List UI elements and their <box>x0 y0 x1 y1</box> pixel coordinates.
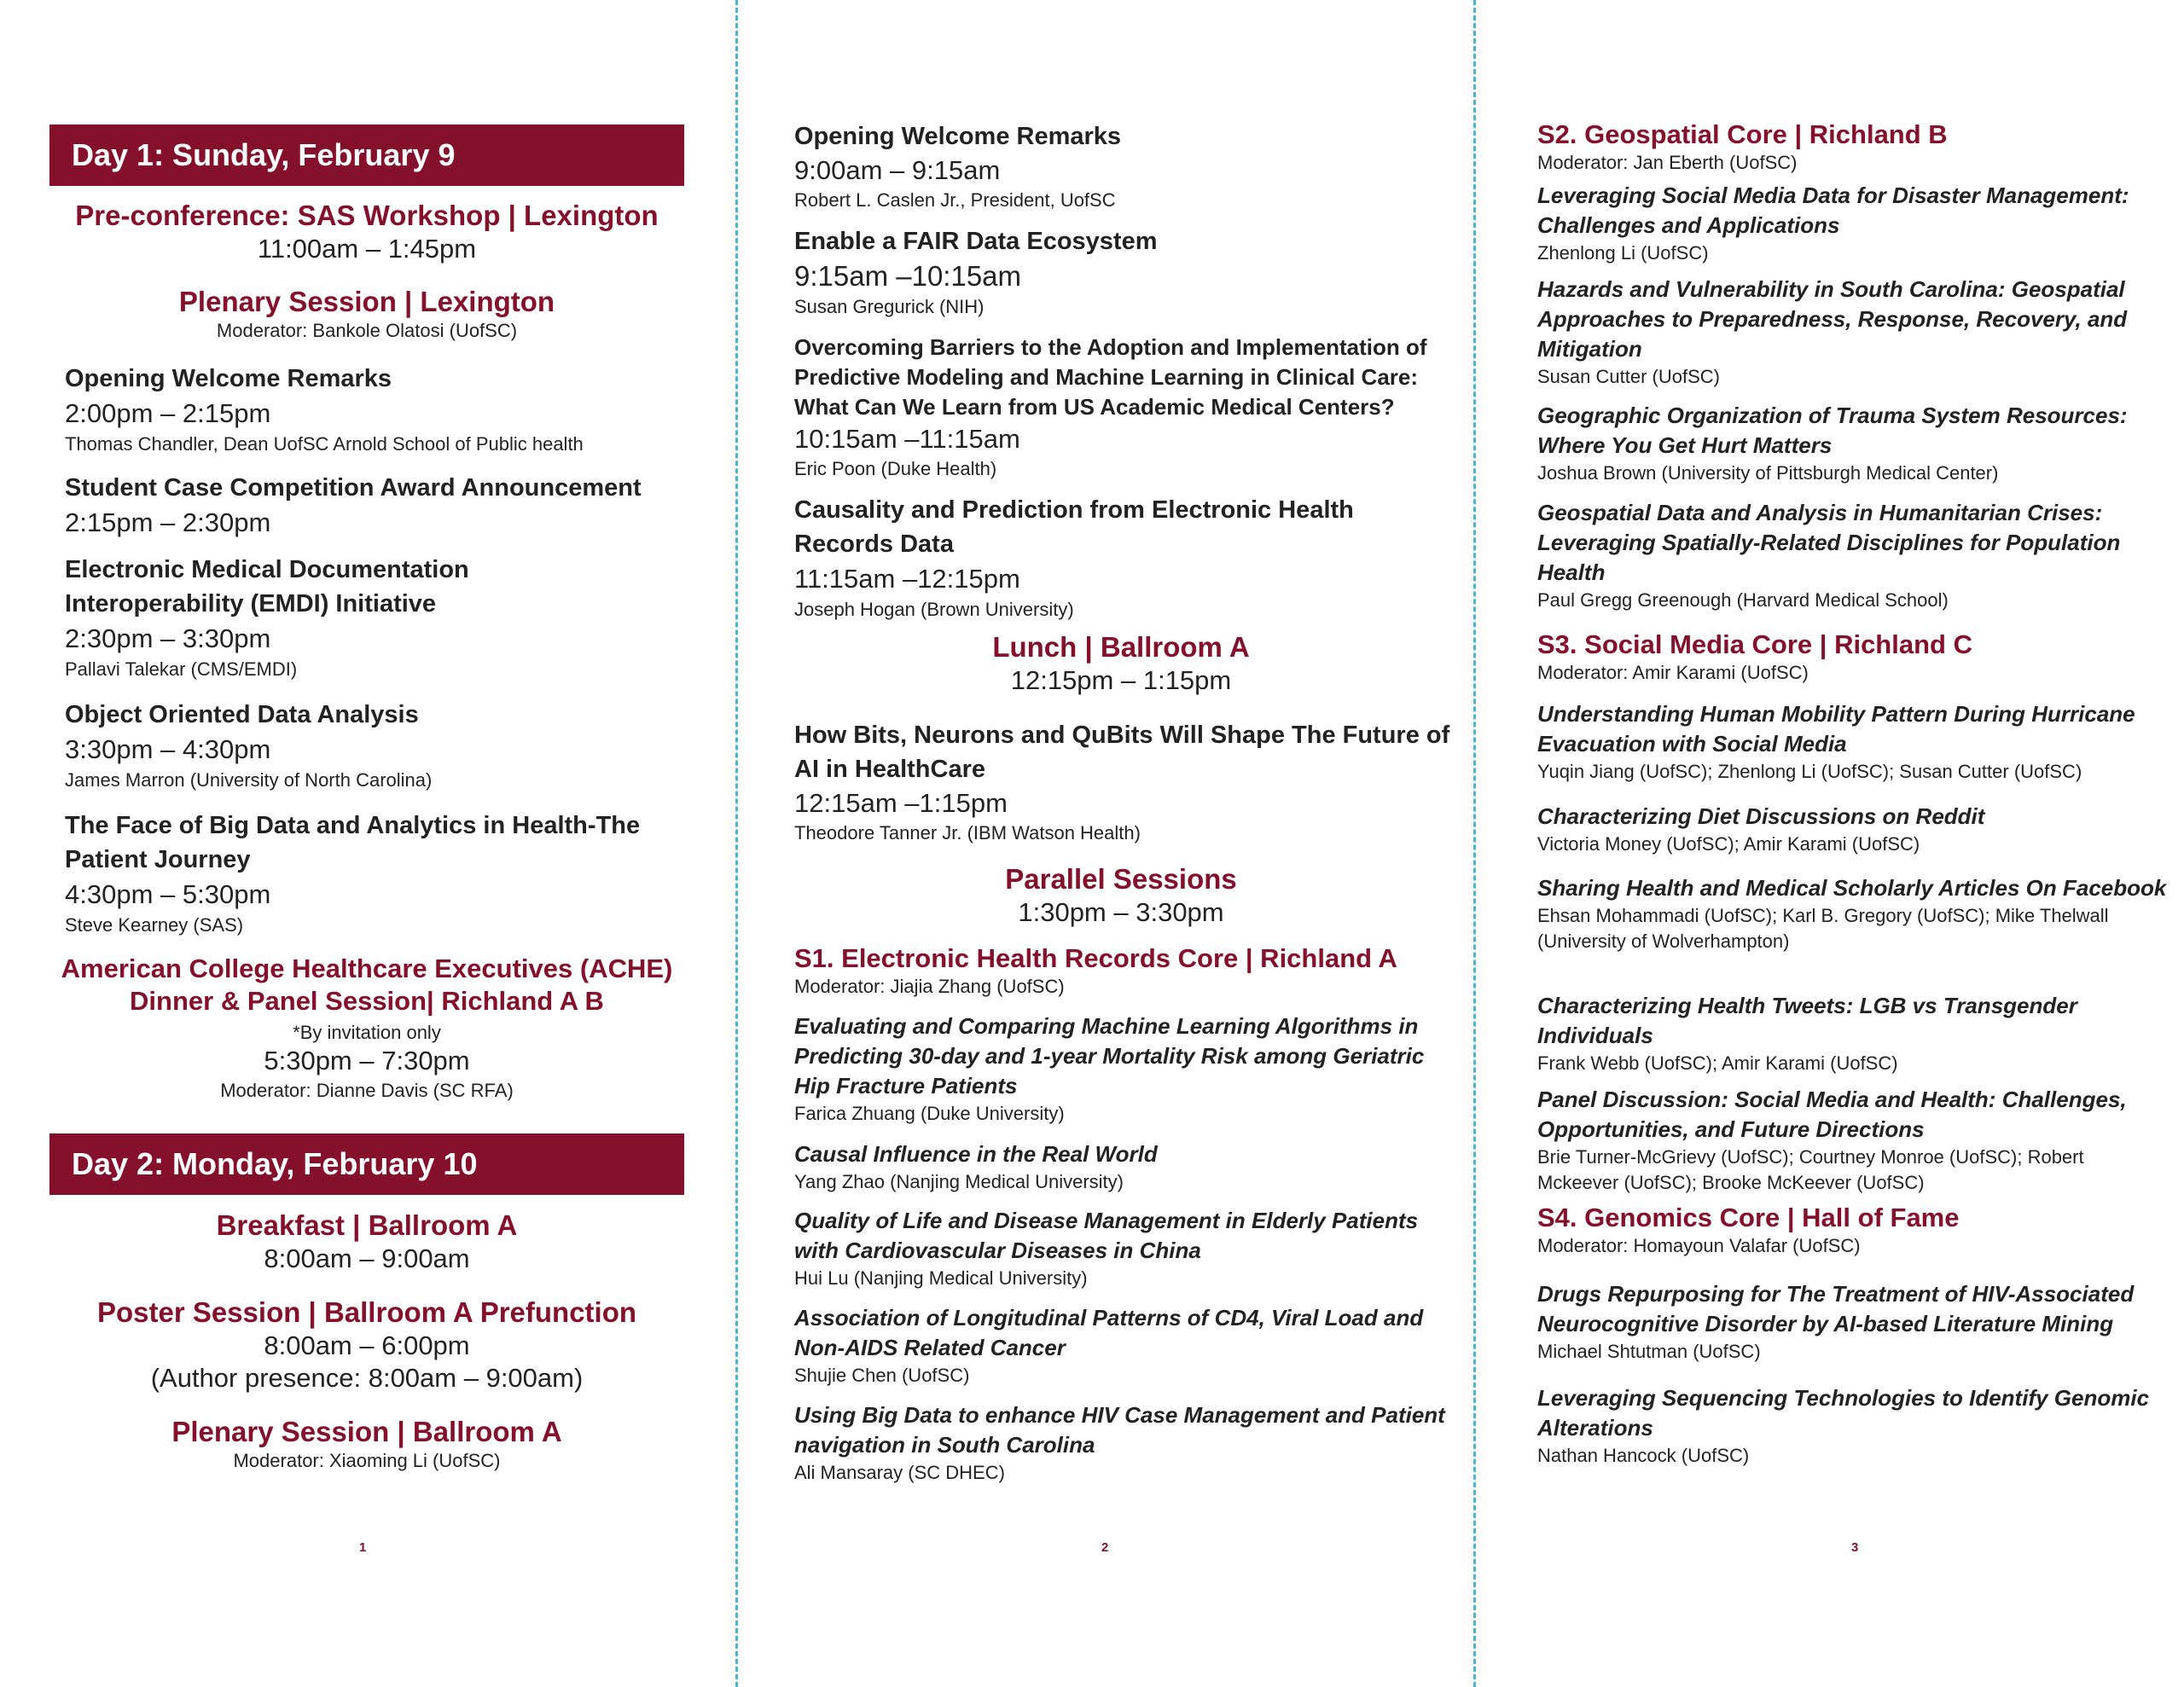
talk-speaker: Frank Webb (UofSC); Amir Karami (UofSC) <box>1537 1052 1898 1074</box>
item-time: 9:00am – 9:15am <box>794 155 1001 185</box>
item-title: The Face of Big Data and Analytics in Health-The Patient Journey <box>65 812 641 873</box>
session-heading: S4. Genomics Core | Hall of Fame <box>1537 1203 1960 1232</box>
pre-conference-block <box>49 200 684 264</box>
talk-speaker: Susan Cutter (UofSC) <box>1537 366 1720 387</box>
item-title: Causality and Prediction from Electronic Health Records Data <box>794 496 1354 558</box>
plenary-moderator: Moderator: Bankole Olatosi (UofSC) <box>216 320 518 341</box>
plenary-session-1 <box>49 286 684 342</box>
talk-title: Sharing Health and Medical Scholarly Articles On Facebook <box>1537 875 2167 901</box>
talk-speaker: Ali Mansaray (SC DHEC) <box>794 1462 1005 1483</box>
item-time: 2:00pm – 2:15pm <box>65 398 271 428</box>
plenary-heading: Plenary Session | Lexington <box>178 286 555 317</box>
item-title: Object Oriented Data Analysis <box>65 701 419 728</box>
poster-heading: Poster Session | Ballroom A Prefunction <box>96 1296 637 1328</box>
item-speaker: Joseph Hogan (Brown University) <box>794 599 1074 620</box>
talk <box>1537 1279 2169 1365</box>
item-time: 2:30pm – 3:30pm <box>65 623 271 653</box>
page-2 <box>738 0 1473 1687</box>
session-s3 <box>1537 629 2169 684</box>
item-title: Opening Welcome Remarks <box>65 365 392 392</box>
item-title: How Bits, Neurons and QuBits Will Shape The Future of AI in HealthCare <box>794 722 1450 783</box>
plenary-session-2 <box>49 1416 684 1472</box>
item-time: 10:15am –11:15am <box>794 424 1020 454</box>
item-speaker: Eric Poon (Duke Health) <box>794 458 997 479</box>
talk-speaker: Farica Zhuang (Duke University) <box>794 1103 1065 1124</box>
session-heading: S2. Geospatial Core | Richland B <box>1537 119 1948 149</box>
talk-title: Causal Influence in the Real World <box>794 1141 1158 1167</box>
breakfast-block <box>49 1209 684 1274</box>
agenda-item <box>794 333 1460 482</box>
talk-title: Drugs Repurposing for The Treatment of HIV-Associated Neurocognitive Disorder by AI-based Literature Mining <box>1537 1281 2135 1336</box>
breakfast-time: 8:00am – 9:00am <box>264 1244 470 1273</box>
talk-title: Geographic Organization of Trauma System Resources: Where You Get Hurt Matters <box>1537 403 2128 458</box>
item-speaker: James Marron (University of North Carolina) <box>65 769 433 791</box>
talk-title: Geospatial Data and Analysis in Humanitarian Crises: Leveraging Spatially-Related Disciplines for Population Health <box>1537 500 2121 585</box>
talk-title: Understanding Human Mobility Pattern During Hurricane Evacuation with Social Media <box>1537 701 2135 757</box>
talk-speaker: Michael Shtutman (UofSC) <box>1537 1341 1761 1362</box>
talk-speaker: Hui Lu (Nanjing Medical University) <box>794 1267 1088 1289</box>
talk-title: Leveraging Sequencing Technologies to Identify Genomic Alterations <box>1537 1385 2150 1441</box>
talk <box>1537 1383 2169 1469</box>
plenary-heading: Plenary Session | Ballroom A <box>171 1416 562 1447</box>
lunch-block <box>794 631 1448 696</box>
talk-title: Hazards and Vulnerability in South Carolina: Geospatial Approaches to Preparedness, Response, Recovery, and Mitigation <box>1537 276 2128 362</box>
talk <box>1537 802 2169 857</box>
talk <box>1537 991 2169 1076</box>
agenda-item <box>65 553 543 682</box>
page-number: 2 <box>1101 1540 1109 1555</box>
talk <box>794 1012 1460 1127</box>
item-speaker: Thomas Chandler, Dean UofSC Arnold School of Public health <box>65 433 584 455</box>
ache-subheading: Dinner & Panel Session| Richland A B <box>130 986 604 1016</box>
ache-note: *By invitation only <box>293 1022 441 1043</box>
session-s4 <box>1537 1203 2169 1257</box>
item-speaker: Susan Gregurick (NIH) <box>794 296 985 317</box>
page-1 <box>0 0 735 1687</box>
item-time: 4:30pm – 5:30pm <box>65 879 271 909</box>
item-title: Electronic Medical Documentation Interoperability (EMDI) Initiative <box>65 556 469 617</box>
talk <box>794 1139 1460 1195</box>
parallel-time: 1:30pm – 3:30pm <box>1018 897 1224 927</box>
talk-speaker: Nathan Hancock (UofSC) <box>1537 1445 1750 1466</box>
talk-title: Characterizing Health Tweets: LGB vs Transgender Individuals <box>1537 993 2077 1048</box>
day-2-banner: Day 2: Monday, February 10 <box>49 1133 684 1195</box>
talk-title: Association of Longitudinal Patterns of CD4, Viral Load and Non-AIDS Related Cancer <box>794 1305 1424 1360</box>
talk <box>1537 275 2169 390</box>
talk-speaker: Zhenlong Li (UofSC) <box>1537 242 1709 264</box>
pre-conference-heading: Pre-conference: SAS Workshop | Lexington <box>75 200 659 231</box>
item-title: Opening Welcome Remarks <box>794 123 1122 150</box>
session-s1 <box>794 943 1460 998</box>
page-number: 1 <box>359 1540 367 1555</box>
lunch-time: 12:15pm – 1:15pm <box>1010 665 1232 695</box>
item-time: 12:15am –1:15pm <box>794 788 1008 818</box>
talk <box>794 1400 1460 1486</box>
talk-speaker: Brie Turner-McGrievy (UofSC); Courtney Monroe (UofSC); Robert Mckeever (UofSC); Brooke McKeever (UofSC) <box>1537 1146 2084 1193</box>
agenda-item <box>65 362 679 457</box>
talk <box>1537 873 2169 954</box>
item-title: Overcoming Barriers to the Adoption and Implementation of Predictive Modeling and Machine Learning in Clinical Care: What Can We Learn from US Academic Medical Centers? <box>794 334 1427 420</box>
agenda-item <box>794 119 1451 213</box>
agenda-item <box>794 224 1451 320</box>
ache-moderator: Moderator: Dianne Davis (SC RFA) <box>220 1080 514 1101</box>
ache-block <box>49 954 684 1102</box>
breakfast-heading: Breakfast | Ballroom A <box>216 1209 518 1241</box>
plenary-moderator: Moderator: Xiaoming Li (UofSC) <box>233 1450 501 1471</box>
poster-block <box>49 1296 684 1394</box>
item-speaker: Pallavi Talekar (CMS/EMDI) <box>65 658 298 680</box>
parallel-sessions-block <box>794 863 1448 928</box>
talk <box>1537 498 2169 613</box>
session-heading: S1. Electronic Health Records Core | Richland A <box>794 943 1397 973</box>
talk-title: Evaluating and Comparing Machine Learning Algorithms in Predicting 30-day and 1-year Mortality Risk among Geriatric Hip Fracture Patients <box>794 1013 1425 1099</box>
item-time: 2:15pm – 2:30pm <box>65 507 271 537</box>
parallel-heading: Parallel Sessions <box>1005 863 1237 895</box>
talk-title: Quality of Life and Disease Management in Elderly Patients with Cardiovascular Diseases in China <box>794 1208 1419 1263</box>
talk-speaker: Yuqin Jiang (UofSC); Zhenlong Li (UofSC); Susan Cutter (UofSC) <box>1537 761 2082 782</box>
item-title: Student Case Competition Award Announcement <box>65 474 642 501</box>
talk-speaker: Victoria Money (UofSC); Amir Karami (UofSC) <box>1537 833 1920 855</box>
agenda-item <box>65 471 679 541</box>
talk-speaker: Ehsan Mohammadi (UofSC); Karl B. Gregory (UofSC); Mike Thelwall (University of Wolverhampton) <box>1537 905 2109 952</box>
ache-heading: American College Healthcare Executives (ACHE) <box>61 954 673 983</box>
agenda-item <box>65 698 679 793</box>
talk-speaker: Paul Gregg Greenough (Harvard Medical School) <box>1537 589 1949 611</box>
item-speaker: Robert L. Caslen Jr., President, UofSC <box>794 189 1116 211</box>
talk-speaker: Yang Zhao (Nanjing Medical University) <box>794 1171 1124 1192</box>
item-speaker: Steve Kearney (SAS) <box>65 914 244 936</box>
talk <box>1537 181 2169 266</box>
item-time: 11:15am –12:15pm <box>794 564 1020 594</box>
session-moderator: Moderator: Amir Karami (UofSC) <box>1537 662 1809 683</box>
page-3 <box>1476 0 2184 1687</box>
talk-speaker: Joshua Brown (University of Pittsburgh Medical Center) <box>1537 462 1999 484</box>
talk-title: Leveraging Social Media Data for Disaster Management: Challenges and Applications <box>1537 183 2129 238</box>
agenda-item <box>794 718 1460 846</box>
item-speaker: Theodore Tanner Jr. (IBM Watson Health) <box>794 822 1141 844</box>
talk <box>1537 401 2169 486</box>
talk <box>794 1206 1460 1291</box>
poster-presence: (Author presence: 8:00am – 9:00am) <box>150 1363 584 1393</box>
day-1-banner: Day 1: Sunday, February 9 <box>49 125 684 186</box>
lunch-heading: Lunch | Ballroom A <box>992 631 1250 663</box>
page-number: 3 <box>1851 1540 1859 1555</box>
talk-speaker: Shujie Chen (UofSC) <box>794 1365 970 1386</box>
talk <box>794 1303 1460 1388</box>
item-title: Enable a FAIR Data Ecosystem <box>794 228 1158 255</box>
session-moderator: Moderator: Jan Eberth (UofSC) <box>1537 152 1798 173</box>
talk <box>1537 1085 2169 1196</box>
item-time: 9:15am –10:15am <box>794 260 1022 292</box>
agenda-item <box>794 493 1391 623</box>
talk <box>1537 699 2169 785</box>
session-moderator: Moderator: Jiajia Zhang (UofSC) <box>794 976 1065 997</box>
talk-title: Panel Discussion: Social Media and Health: Challenges, Opportunities, and Future Directions <box>1537 1087 2127 1142</box>
talk-title: Characterizing Diet Discussions on Reddit <box>1537 803 1985 829</box>
agenda-item <box>65 809 679 938</box>
item-time: 3:30pm – 4:30pm <box>65 734 271 764</box>
session-moderator: Moderator: Homayoun Valafar (UofSC) <box>1537 1235 1861 1256</box>
ache-time: 5:30pm – 7:30pm <box>264 1046 470 1075</box>
pre-conference-time: 11:00am – 1:45pm <box>257 234 477 264</box>
poster-time: 8:00am – 6:00pm <box>264 1330 470 1360</box>
session-s2 <box>1537 119 2169 174</box>
session-heading: S3. Social Media Core | Richland C <box>1537 629 1972 659</box>
talk-title: Using Big Data to enhance HIV Case Management and Patient navigation in South Carolina <box>794 1402 1445 1458</box>
